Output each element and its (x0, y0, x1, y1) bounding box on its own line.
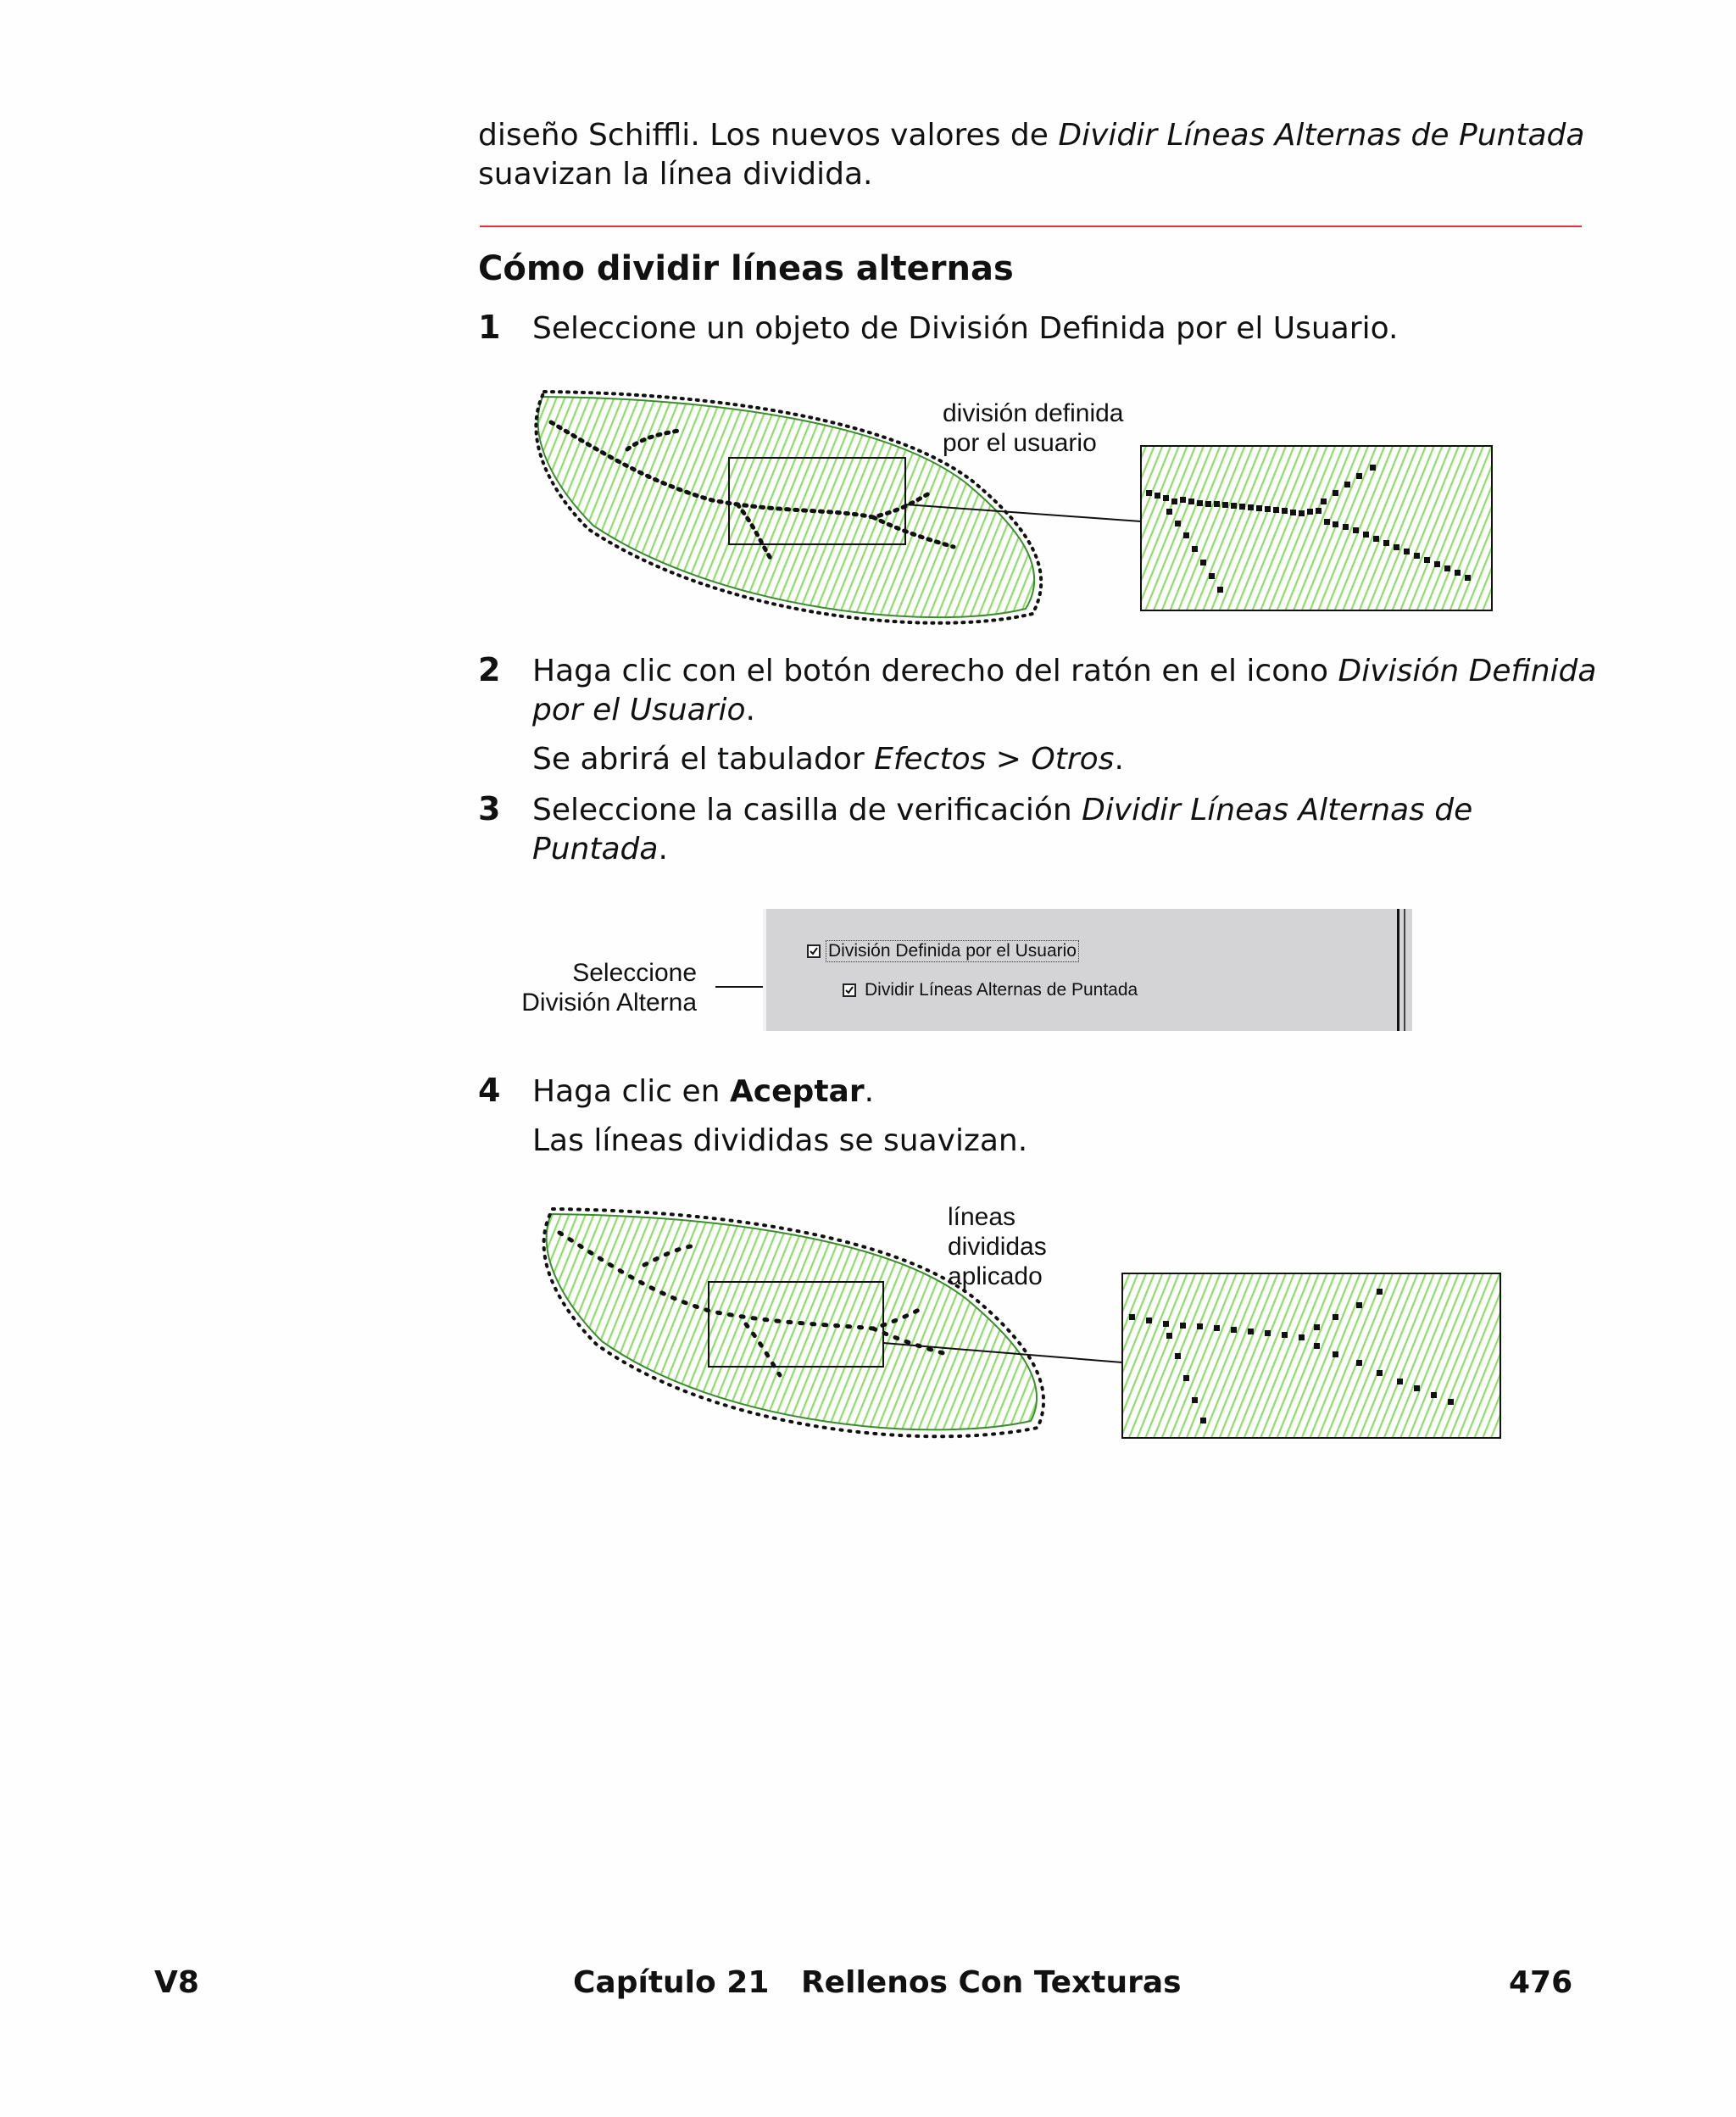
footer-version: V8 (154, 1965, 199, 2000)
figure-smoothed-split (509, 1197, 1509, 1451)
figure2-callout (509, 958, 697, 1017)
step-2-note-period: . (1114, 742, 1124, 777)
footer-page-number: 476 (1509, 1965, 1573, 2000)
step-2-text (532, 651, 1596, 692)
checkmark-icon (844, 985, 854, 995)
footer-chapter: Capítulo 21 Rellenos Con Texturas (573, 1965, 1182, 2000)
figure-user-defined-split (509, 390, 1509, 632)
step-2-note-plain: Se abrirá el tabulador (532, 742, 875, 777)
step-1-text: Seleccione un objeto de División Definida por el Usuario. (532, 311, 1399, 346)
step-3-option-name-cont: Puntada (532, 832, 659, 866)
user-defined-split-option[interactable] (807, 941, 1079, 961)
panel-edge-right (1397, 909, 1399, 1031)
callout-line: División Alterna (521, 989, 697, 1017)
section-title: Cómo dividir líneas alternas (478, 249, 1014, 288)
ok-button-name: Aceptar (729, 1074, 865, 1109)
step-3-text-cont (532, 829, 668, 870)
callout-line: divididas (948, 1233, 1047, 1261)
figure3-callout (948, 1202, 1047, 1291)
split-alternate-lines-option[interactable] (843, 980, 1138, 1000)
user-defined-split-checkbox[interactable] (807, 944, 821, 958)
figure1-callout (943, 398, 1123, 458)
split-alternate-lines-label[interactable]: Dividir Líneas Alternas de Puntada (865, 980, 1138, 1000)
section-divider (480, 226, 1582, 227)
step-4-note: Las líneas divididas se suavizan. (532, 1123, 1028, 1158)
callout-line: por el usuario (943, 429, 1097, 457)
step-2-period: . (745, 693, 755, 727)
intro-text: diseño Schiffli. Los nuevos valores de (478, 118, 1059, 153)
step-4-text-plain: Haga clic en (532, 1074, 730, 1109)
step-3-period: . (658, 832, 668, 866)
dialog-panel (763, 909, 1412, 1031)
step-1-number: 1 (478, 309, 501, 346)
step-2-text-cont (532, 690, 755, 731)
intro-line-1 (478, 115, 1584, 156)
split-alternate-lines-checkbox[interactable] (843, 983, 856, 997)
step-3-text-plain: Seleccione la casilla de verificación (532, 793, 1082, 827)
step-2-text-plain: Haga clic con el botón derecho del ratón en el icono (532, 654, 1338, 688)
checkmark-icon (809, 946, 819, 956)
step-2-icon-name-cont: por el Usuario (532, 693, 746, 727)
panel-edge-right-inner (1404, 909, 1405, 1031)
callout-line: división definida (943, 399, 1124, 427)
callout-line: líneas (948, 1203, 1016, 1231)
panel-edge-left (763, 909, 766, 1031)
step-3-text (532, 790, 1472, 831)
callout-line: aplicado (948, 1262, 1043, 1290)
user-defined-split-label[interactable]: División Definida por el Usuario (826, 940, 1079, 962)
step-4-period: . (864, 1074, 875, 1109)
step-2-note (532, 739, 1124, 780)
step-2-icon-name: División Definida (1338, 654, 1597, 688)
step-2-note-tab: Efectos > Otros (874, 742, 1115, 777)
intro-italic-term: Dividir Líneas Alternas de Puntada (1058, 118, 1585, 153)
intro-line-2: suavizan la línea dividida. (478, 157, 873, 192)
callout-line: Seleccione (572, 959, 697, 987)
step-3-number: 3 (478, 790, 501, 827)
step-4-number: 4 (478, 1072, 501, 1109)
step-2-number: 2 (478, 651, 501, 688)
step-4-text (532, 1072, 874, 1112)
step-3-option-name: Dividir Líneas Alternas de (1082, 793, 1473, 827)
